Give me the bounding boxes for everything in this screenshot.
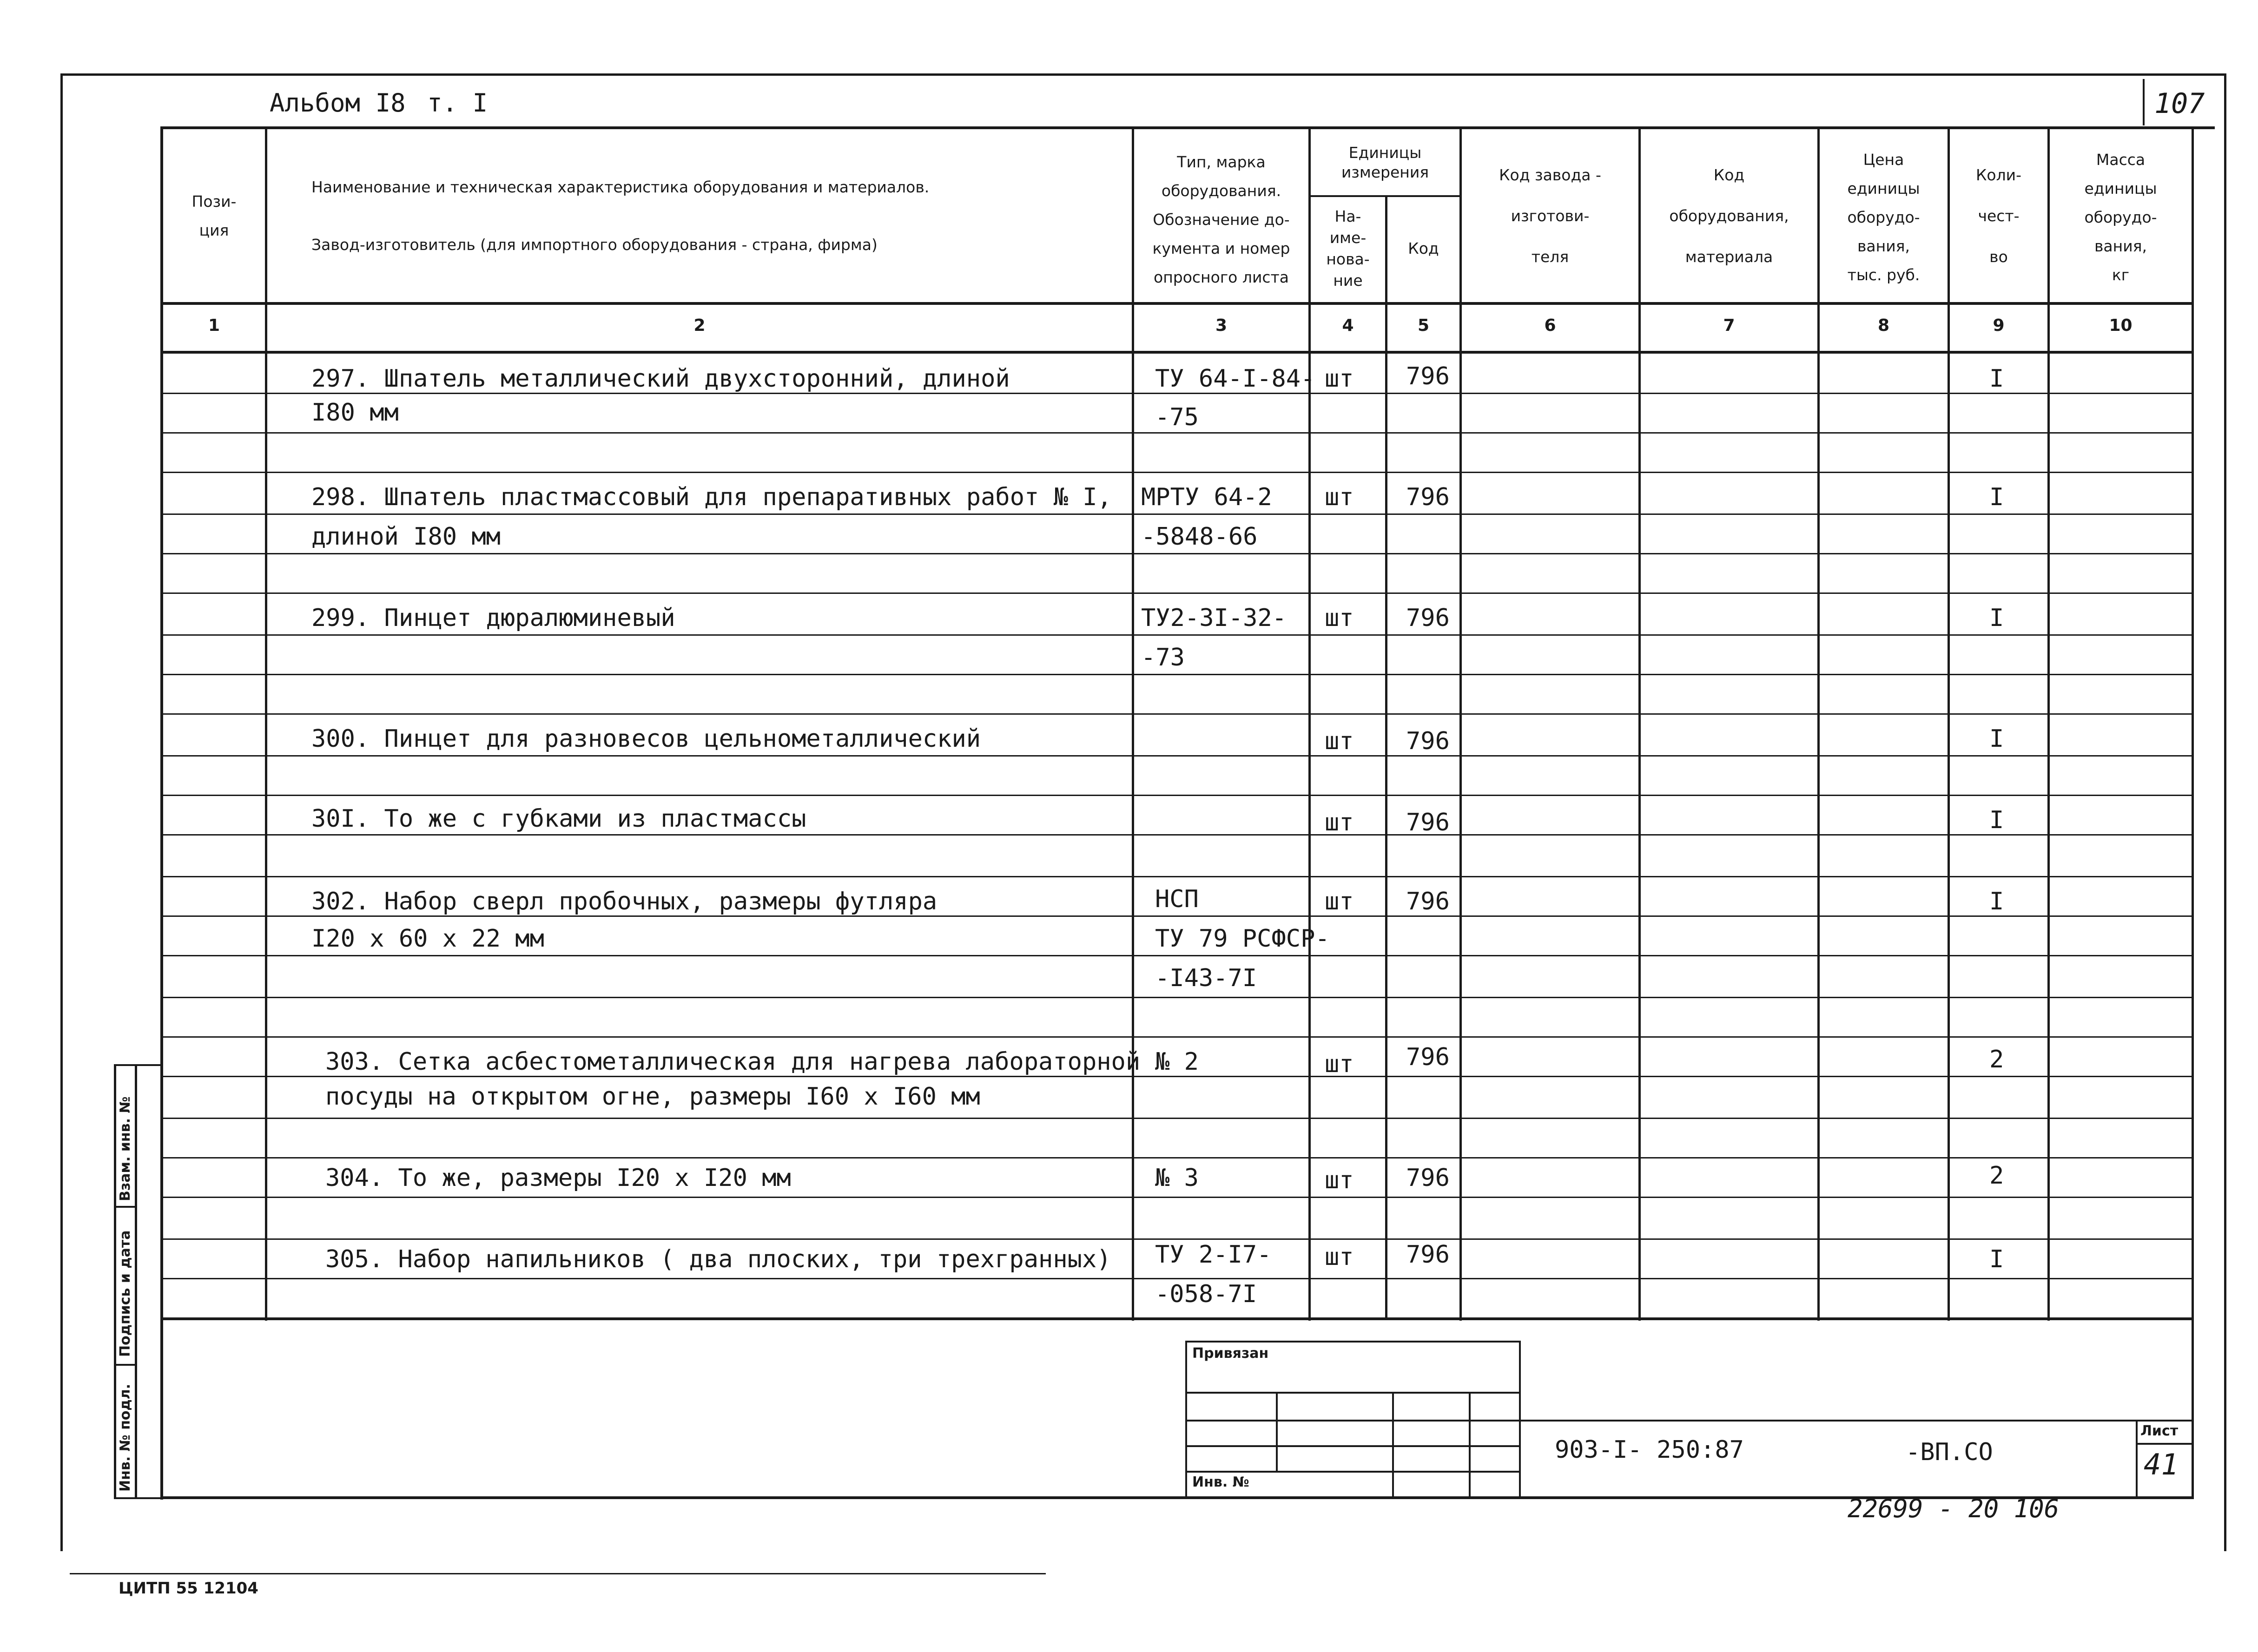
row-297-qty: I bbox=[1989, 365, 2004, 393]
page-mark: 107 bbox=[2154, 87, 2205, 120]
row-297-name-line2: I80 мм bbox=[311, 399, 399, 427]
row-302-name-line2: I20 x 60 x 22 мм bbox=[311, 925, 544, 953]
col-header-unit-name: На- име- нова- ние bbox=[1326, 207, 1370, 290]
row-298-unit: шт bbox=[1325, 483, 1354, 511]
row-300-code: 796 bbox=[1406, 727, 1450, 755]
row-302-unit: шт bbox=[1325, 888, 1354, 915]
col-header-position: Пози- ция bbox=[191, 192, 237, 239]
row-298-code: 796 bbox=[1406, 483, 1450, 511]
row-303-name-line2: посуды на открытом огне, размеры I60 x I60 мм bbox=[325, 1083, 980, 1111]
row-305-type-line1: ТУ 2-I7- bbox=[1155, 1241, 1272, 1269]
row-301-unit: шт bbox=[1325, 809, 1354, 836]
row-303-name-line1: 303. Сетка асбестометаллическая для нагрева лабораторной bbox=[325, 1048, 1141, 1076]
publisher-footer: ЦИТП 55 12104 bbox=[119, 1579, 258, 1598]
col-header-name: Наименование и техническая характеристика оборудования и материалов. Завод-изготовитель (для импортного оборудования - страна, фирма) bbox=[311, 178, 930, 254]
row-304-code: 796 bbox=[1406, 1164, 1450, 1192]
sheet-number: 41 bbox=[2144, 1448, 2179, 1481]
album-name: Альбом I8 bbox=[270, 88, 406, 118]
row-303-unit: шт bbox=[1325, 1050, 1354, 1078]
archive-number: 22699 - 20 106 bbox=[1848, 1494, 2060, 1523]
col-header-equipment-code: Код оборудования, материала bbox=[1669, 166, 1789, 266]
side-label-inv-podl: Инв. № подл. bbox=[117, 1383, 133, 1492]
sheet-label: Лист bbox=[2140, 1423, 2179, 1439]
col-number-9: 9 bbox=[1993, 316, 2005, 335]
row-305-code: 796 bbox=[1406, 1241, 1450, 1269]
row-297-type-line1: ТУ 64-I-84- bbox=[1155, 365, 1315, 393]
title-block-right bbox=[2192, 1321, 2194, 1497]
col-header-factory-code: Код завода - изготови- теля bbox=[1499, 166, 1601, 266]
inv-no-label: Инв. № bbox=[1192, 1474, 1249, 1490]
col-number-8: 8 bbox=[1877, 316, 1890, 335]
units-split-line bbox=[1308, 195, 1459, 197]
outer-frame-left bbox=[60, 73, 63, 1551]
row-298-type-line1: МРТУ 64-2 bbox=[1141, 483, 1272, 511]
outer-frame-top bbox=[60, 73, 2226, 76]
row-298-name-line1: 298. Шпатель пластмассовый для препаративных работ № I, bbox=[311, 483, 1112, 511]
row-305-qty: I bbox=[1989, 1245, 2004, 1273]
document-code: 903-I- 250:87 bbox=[1555, 1436, 1744, 1464]
row-304-name-line1: 304. То же, размеры I20 x I20 мм bbox=[325, 1164, 791, 1192]
col-header-mass: Масса единицы оборудо- вания, кг bbox=[2084, 150, 2157, 284]
row-299-type-line1: ТУ2-3I-32- bbox=[1141, 604, 1287, 632]
bottom-cut-line bbox=[70, 1573, 1046, 1574]
row-303-code: 796 bbox=[1406, 1043, 1450, 1071]
row-302-qty: I bbox=[1989, 888, 2004, 915]
row-300-unit: шт bbox=[1325, 727, 1354, 755]
row-301-qty: I bbox=[1989, 806, 2004, 834]
row-297-unit: шт bbox=[1325, 365, 1354, 393]
row-301-code: 796 bbox=[1406, 809, 1450, 836]
album-label bbox=[270, 88, 488, 118]
col-header-units: Единицы измерения bbox=[1341, 144, 1429, 181]
table-top-line bbox=[160, 126, 2215, 129]
album-part: т. I bbox=[427, 88, 488, 118]
row-299-type-line2: -73 bbox=[1141, 644, 1185, 671]
row-298-type-line2: -5848-66 bbox=[1141, 523, 1258, 551]
row-299-name-line1: 299. Пинцет дюралюминевый bbox=[311, 604, 675, 632]
col-number-10: 10 bbox=[2109, 316, 2133, 335]
row-304-type-line1: № 3 bbox=[1155, 1164, 1199, 1192]
col-header-quantity: Коли- чест- во bbox=[1975, 166, 2022, 266]
title-block-top-right bbox=[1520, 1420, 2194, 1422]
row-304-unit: шт bbox=[1325, 1166, 1354, 1194]
col-number-7: 7 bbox=[1723, 316, 1735, 335]
outer-frame-right bbox=[2224, 73, 2226, 1551]
row-302-name-line1: 302. Набор сверл пробочных, размеры футляра bbox=[311, 888, 938, 915]
col-header-price: Цена единицы оборудо- вания, тыс. руб. bbox=[1847, 150, 1920, 284]
row-300-qty: I bbox=[1989, 725, 2004, 753]
col-number-3: 3 bbox=[1215, 316, 1228, 335]
privyazan-label: Привязан bbox=[1192, 1345, 1269, 1362]
col-number-4: 4 bbox=[1342, 316, 1354, 335]
col-number-6: 6 bbox=[1544, 316, 1556, 335]
row-299-code: 796 bbox=[1406, 604, 1450, 632]
document-suffix: -ВП.СО bbox=[1906, 1438, 1993, 1466]
col-number-2: 2 bbox=[693, 316, 706, 335]
row-304-qty: 2 bbox=[1989, 1162, 2004, 1190]
side-label-podpis: Подпись и дата bbox=[117, 1230, 133, 1357]
col-number-1: 1 bbox=[208, 316, 220, 335]
row-298-qty: I bbox=[1989, 483, 2004, 511]
row-305-type-line2: -058-7I bbox=[1155, 1280, 1257, 1308]
col-number-5: 5 bbox=[1417, 316, 1430, 335]
row-302-type-line2: ТУ 79 РСФСР- bbox=[1155, 925, 1330, 953]
row-299-unit: шт bbox=[1325, 604, 1354, 632]
row-305-name-line1: 305. Набор напильников ( два плоских, три трехгранных) bbox=[325, 1245, 1111, 1273]
row-297-name-line1: 297. Шпатель металлический двухсторонний, длиной bbox=[311, 365, 1010, 393]
row-302-type-line1: НСП bbox=[1155, 885, 1199, 913]
header-bottom-line bbox=[160, 302, 2194, 305]
row-298-name-line2: длиной I80 мм bbox=[311, 523, 501, 551]
numbers-bottom-line bbox=[160, 351, 2194, 354]
row-303-qty: 2 bbox=[1989, 1046, 2004, 1073]
col-header-type: Тип, марка оборудования. Обозначение до- кумента и номер опросного листа bbox=[1152, 152, 1290, 286]
side-label-vzam: Взам. инв. № bbox=[117, 1096, 133, 1201]
row-297-code: 796 bbox=[1406, 362, 1450, 390]
row-303-type-line1: № 2 bbox=[1155, 1048, 1199, 1076]
row-302-code: 796 bbox=[1406, 888, 1450, 915]
row-297-type-line2: -75 bbox=[1155, 403, 1199, 431]
row-300-name-line1: 300. Пинцет для разновесов цельнометаллический bbox=[311, 725, 981, 753]
row-299-qty: I bbox=[1989, 604, 2004, 632]
page-mark-box-left bbox=[2143, 79, 2145, 125]
col-header-unit-code: Код bbox=[1408, 239, 1439, 257]
row-301-name-line1: 30I. То же с губками из пластмассы bbox=[311, 805, 806, 833]
row-305-unit: шт bbox=[1325, 1243, 1354, 1271]
row-302-type-line3: -I43-7I bbox=[1155, 964, 1257, 992]
